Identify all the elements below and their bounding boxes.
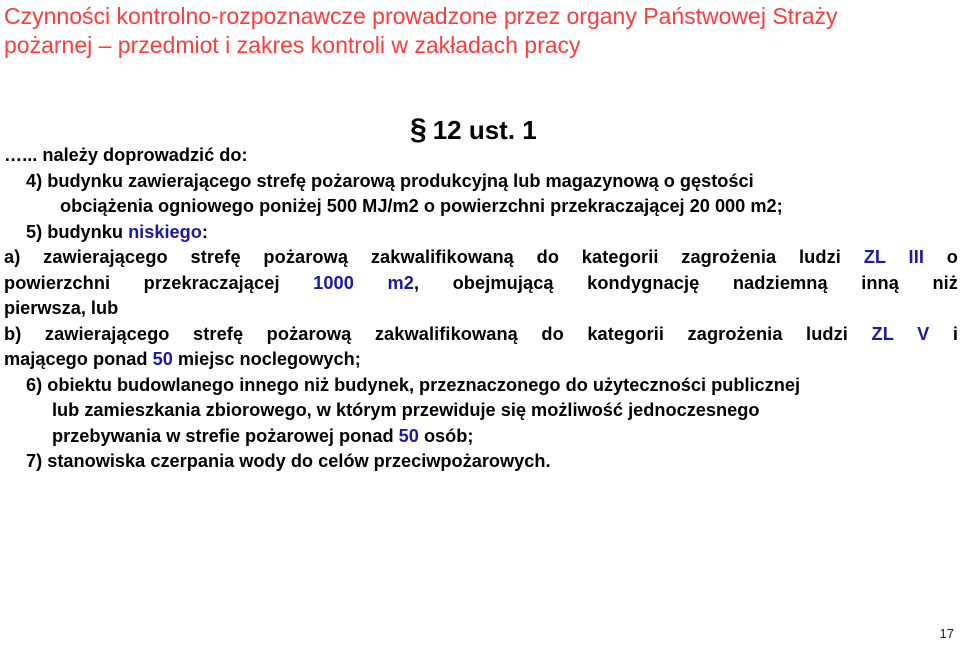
item-a-end: o <box>924 247 958 267</box>
item-b-line-1 <box>4 322 958 348</box>
item-a-line-2-pre: powierzchni przekraczającej <box>4 272 314 293</box>
item-a-line-1 <box>4 245 958 271</box>
item-a-area-value: 1000 <box>313 272 354 293</box>
item-5-highlight: niskiego <box>128 221 202 242</box>
section-label: 12 ust. 1 <box>432 115 537 145</box>
item-7-line: 7) stanowiska czerpania wody do celów przeciwpożarowych. <box>26 451 551 471</box>
item-6-line-2: lub zamieszkania zbiorowego, w którym przewiduje się możliwość jednoczesnego <box>52 400 760 420</box>
item-a-line-2-post: , obejmującą kondygnację nadziemną inną niż <box>413 272 959 293</box>
item-6-line-1: 6) obiektu budowlanego innego niż budynek, przeznaczonego do użyteczności publicznej <box>26 374 801 395</box>
item-a-line-2-mid <box>354 273 387 293</box>
intro-line: …... należy doprowadzić do: <box>4 145 248 165</box>
item-6-persons-value: 50 <box>398 425 419 446</box>
item-b-text: b) zawierającego strefę pożarową zakwalifikowaną do kategorii zagrożenia ludzi <box>4 323 872 344</box>
section-heading <box>410 115 537 145</box>
item-a-category: ZL III <box>863 247 925 267</box>
page-number: 17 <box>939 626 954 641</box>
slide-title-line-2: pożarnej – przedmiot i zakres kontroli w zakładach pracy <box>4 32 581 58</box>
item-6-line-3-pre: przebywania w strefie pożarowej ponad <box>52 425 399 446</box>
item-b-beds-value: 50 <box>152 349 173 369</box>
item-5-line <box>4 220 958 246</box>
item-a-text: a) zawierającego strefę pożarową zakwalifikowaną do kategorii zagrożenia ludzi <box>4 247 864 267</box>
item-5-prefix: 5) budynku <box>26 221 129 242</box>
item-6-line-3-post: osób; <box>418 425 474 446</box>
item-4-line-2: obciążenia ogniowego poniżej 500 MJ/m2 o powierzchni przekraczającej 20 000 m2; <box>60 196 783 216</box>
item-4-line-1: 4) budynku zawierającego strefę pożarową produkcyjną lub magazynową o gęstości <box>26 170 754 191</box>
item-b-line-2-pre: mającego ponad <box>4 349 153 369</box>
item-b-line-2 <box>4 347 958 373</box>
item-b-end: i <box>929 323 958 344</box>
slide-title <box>4 2 954 60</box>
item-a-area-unit: m2 <box>387 272 414 293</box>
item-6-line-3 <box>4 424 958 450</box>
slide-title-line-1: Czynności kontrolno-rozpoznawcze prowadzone przez organy Państwowej Straży <box>4 3 838 29</box>
item-b-category: ZL V <box>871 323 930 344</box>
regulation-text <box>4 143 958 475</box>
section-symbol: § <box>410 113 427 146</box>
item-b-line-2-post: miejsc noclegowych; <box>172 349 361 369</box>
item-5-suffix: : <box>201 221 208 242</box>
item-a-line-2 <box>4 271 958 297</box>
item-a-line-3: pierwsza, lub <box>4 298 119 318</box>
